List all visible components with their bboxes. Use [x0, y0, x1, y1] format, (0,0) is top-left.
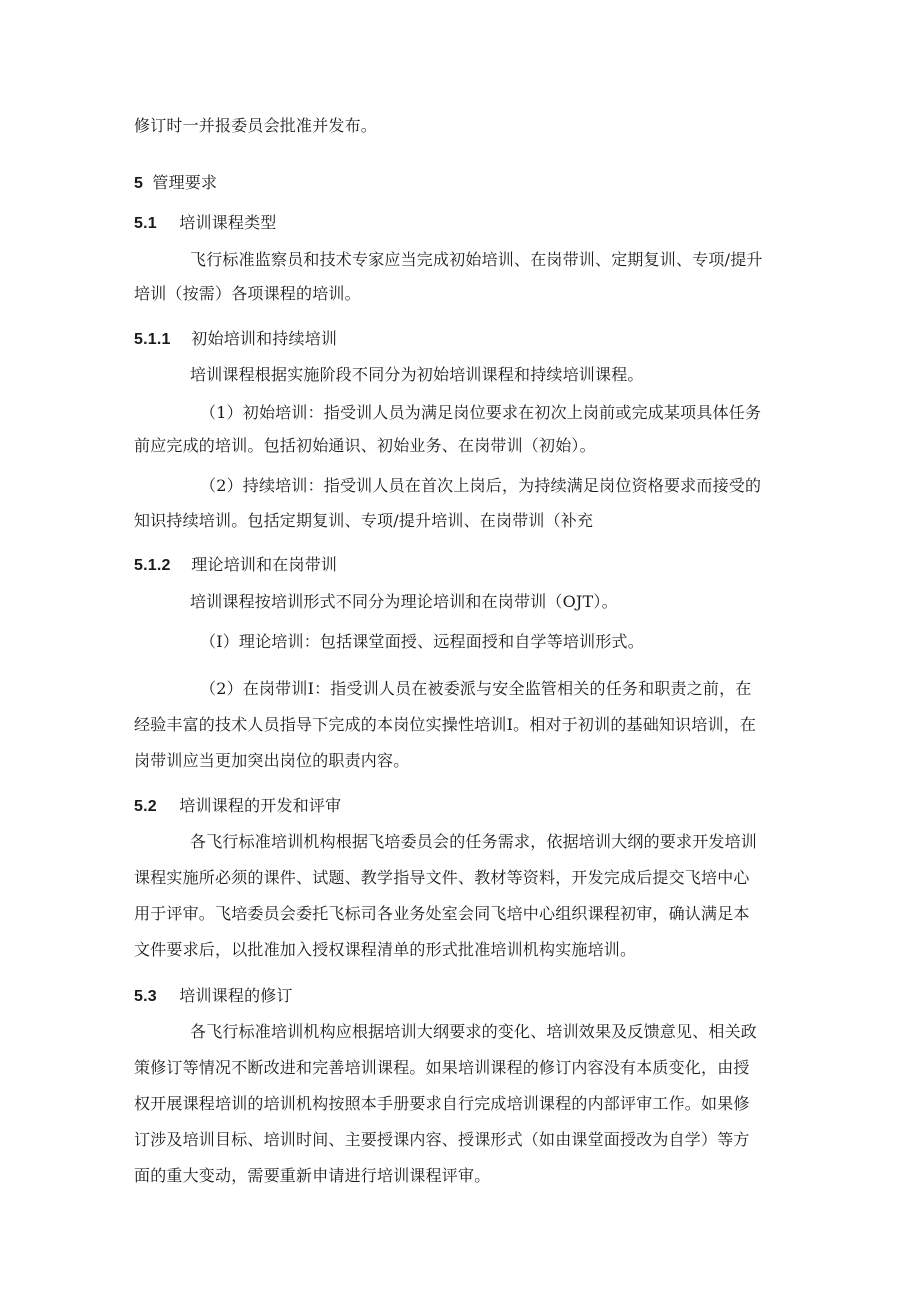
heading-number: 5.1.2 [134, 557, 171, 574]
heading-title: 理论培训和在岗带训 [191, 555, 338, 574]
heading-number: 5.2 [134, 798, 157, 815]
text-line: 订涉及培训目标、培训时间、主要授课内容、授课形式（如由课堂面授改为自学）等方 [134, 1130, 750, 1149]
heading-5-1 [134, 212, 277, 235]
heading-5-1-2 [134, 554, 337, 577]
heading-title: 管理要求 [152, 173, 218, 192]
text-line: 前应完成的培训。包括初始通识、初始业务、在岗带训（初始）。 [134, 436, 596, 455]
text-line: （I）理论培训：包括课堂面授、远程面授和自学等培训形式。 [200, 632, 644, 651]
text-line: 权开展课程培训的培训机构按照本手册要求自行完成培训课程的内部评审工作。如果修 [134, 1094, 750, 1113]
text-line: （1）初始培训：指受训人员为满足岗位要求在初次上岗前或完成某项具体任务 [200, 403, 762, 422]
heading-number: 5.3 [134, 988, 157, 1005]
text-line: 知识持续培训。包括定期复训、专项/提升培训、在岗带训（补充 [134, 511, 594, 530]
heading-title: 培训课程类型 [179, 213, 277, 232]
heading-title: 初始培训和持续培训 [191, 329, 338, 348]
text-line: （2）在岗带训I：指受训人员在被委派与安全监管相关的任务和职责之前，在 [200, 679, 752, 698]
text-line: 策修订等情况不断改进和完善培训课程。如果培训课程的修订内容没有本质变化，由授 [134, 1058, 750, 1077]
text-line: （2）持续培训：指受训人员在首次上岗后，为持续满足岗位资格要求而接受的 [200, 476, 762, 495]
heading-title: 培训课程的开发和评审 [179, 796, 342, 815]
text-line: 经验丰富的技术人员指导下完成的本岗位实操性培训I。相对于初训的基础知识培训，在 [134, 715, 757, 734]
heading-5-1-1 [134, 328, 337, 351]
heading-number: 5.1.1 [134, 331, 171, 348]
text-line: 培训（按需）各项课程的培训。 [134, 284, 361, 303]
text-line: 面的重大变动，需要重新申请进行培训课程评审。 [134, 1166, 491, 1185]
text-line: 用于评审。飞培委员会委托飞标司各业务处室会同飞培中心组织课程初审，确认满足本 [134, 904, 750, 923]
text-line: 修订时一并报委员会批准并发布。 [134, 116, 378, 135]
text-line: 岗带训应当更加突出岗位的职责内容。 [134, 751, 410, 770]
heading-5 [134, 172, 217, 195]
heading-number: 5.1 [134, 215, 157, 232]
text-line: 培训课程根据实施阶段不同分为初始培训课程和持续培训课程。 [190, 365, 644, 384]
heading-5-2 [134, 795, 341, 818]
text-line: 各飞行标准培训机构根据飞培委员会的任务需求，依据培训大纲的要求开发培训 [190, 832, 758, 851]
text-line: 文件要求后，以批准加入授权课程清单的形式批准培训机构实施培训。 [134, 940, 637, 959]
text-line: 课程实施所必须的课件、试题、教学指导文件、教材等资料，开发完成后提交飞培中心 [134, 868, 750, 887]
text-line: 飞行标准监察员和技术专家应当完成初始培训、在岗带训、定期复训、专项/提升 [190, 250, 763, 269]
heading-number: 5 [134, 175, 144, 192]
heading-title: 培训课程的修订 [179, 986, 293, 1005]
heading-5-3 [134, 985, 293, 1008]
text-line: 各飞行标准培训机构应根据培训大纲要求的变化、培训效果及反馈意见、相关政 [190, 1022, 758, 1041]
text-line: 培训课程按培训形式不同分为理论培训和在岗带训（OJT）。 [190, 592, 618, 611]
